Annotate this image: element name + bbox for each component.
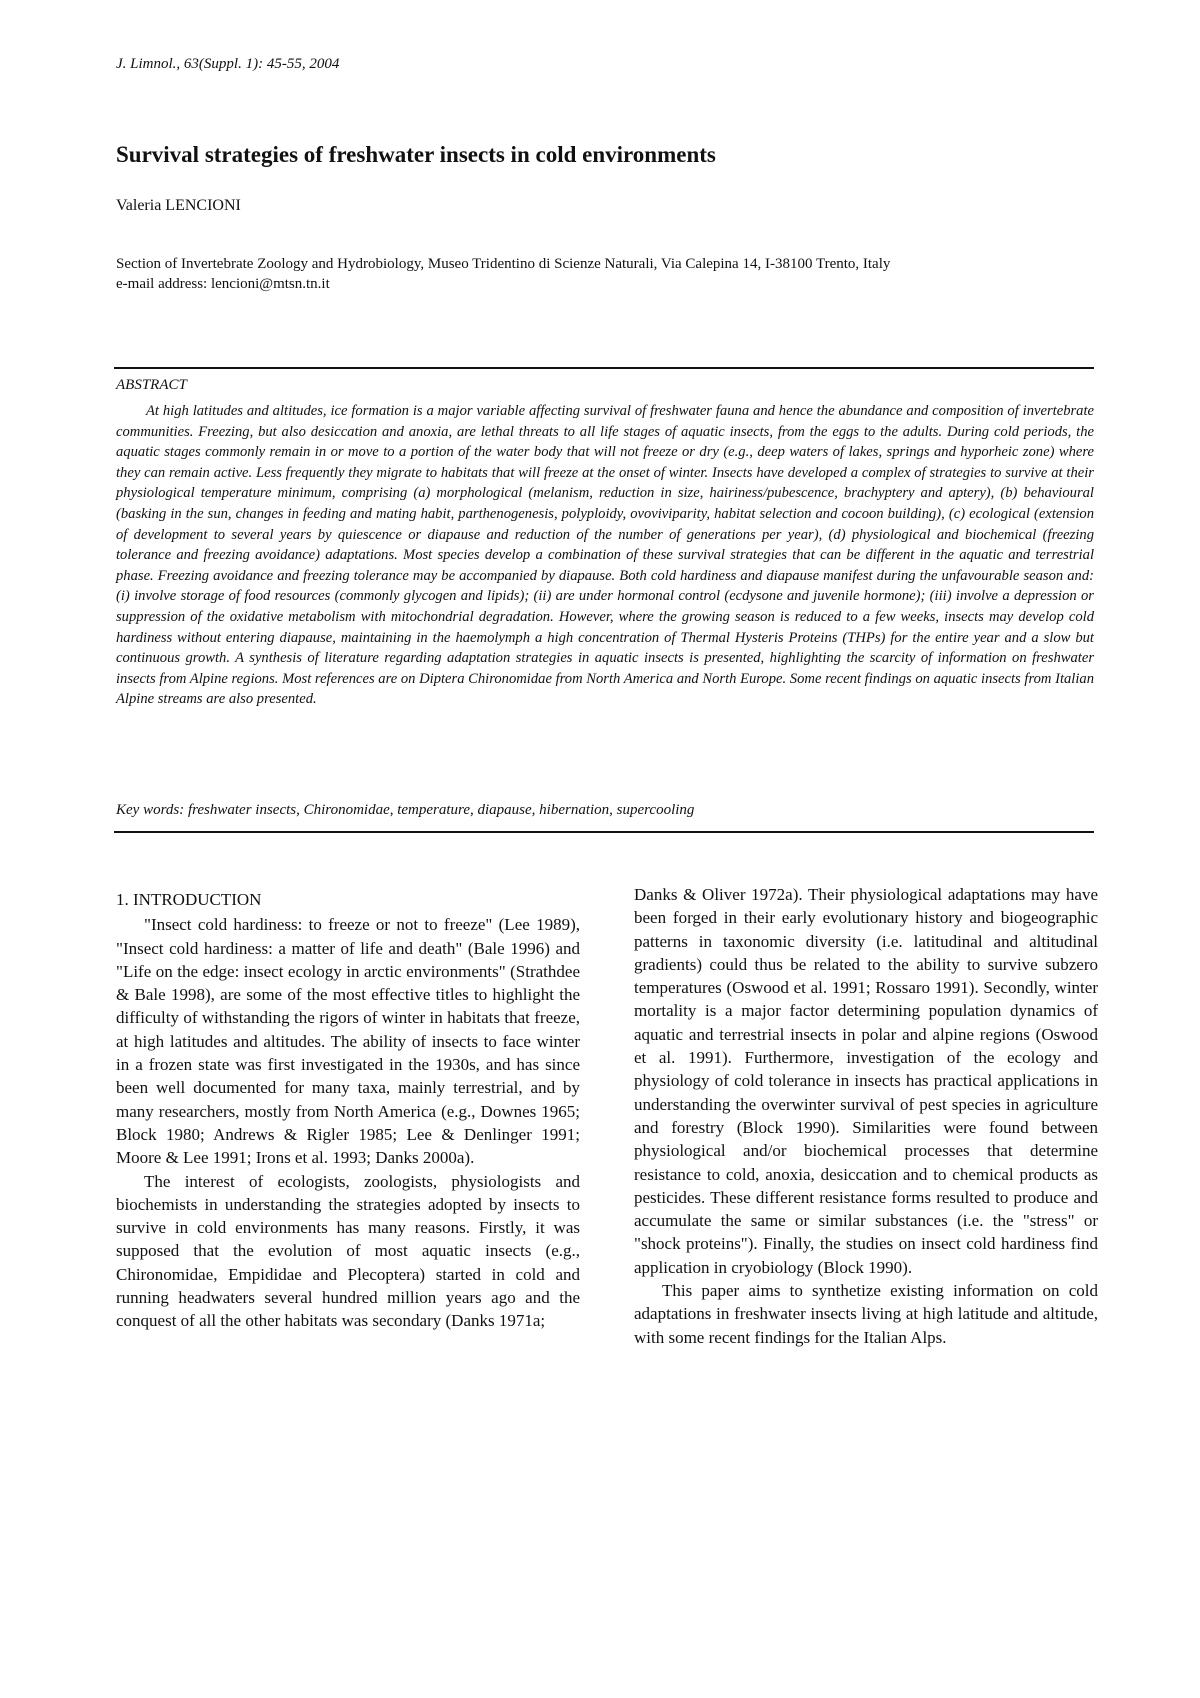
left-column — [116, 888, 580, 1333]
keywords-line: Key words: freshwater insects, Chironomidae, temperature, diapause, hibernation, supercooling — [116, 802, 695, 818]
author-affiliation-block — [116, 254, 890, 294]
article-title: Survival strategies of freshwater insects in cold environments — [116, 142, 716, 167]
section-heading-introduction: 1. INTRODUCTION — [116, 890, 262, 909]
affiliation-line: Section of Invertebrate Zoology and Hydrobiology, Museo Tridentino di Scienze Naturali, Via Calepina 14, I-38100 Trento, Italy — [116, 256, 891, 272]
abstract-text: At high latitudes and altitudes, ice formation is a major variable affecting survival of freshwater fauna and hence the abundance and composition of invertebrate communities. Freezing, but also desiccation and anoxia, are lethal threats to all life stages of aquatic insects, from the eggs to the adults. During cold periods, the aquatic stages commonly remain in or move to a portion of the water body that will not freeze or dry (e.g., deep waters of lakes, springs and hyporheic zone) where they can remain active. Less frequently they migrate to habitats that will freeze at the onset of winter. Insects have developed a complex of strategies to survive at their physiological temperature minimum, comprising (a) morphological (melanism, reduction in size, hairiness/pubescence, brachyptery and aptery), (b) behavioural (basking in the sun, changes in feeding and mating habit, parthenogenesis, polyploidy, ovoviviparity, habitat selection and cocoon building), (c) ecological (extension of development to several years by quiescence or diapause and reduction of the number of generations per year), (d) physiological and biochemical (freezing tolerance and freezing avoidance) adaptations. Most species develop a combination of these survival strategies that can be different in the aquatic and terrestrial phase. Freezing avoidance and freezing tolerance may be accompanied by diapause. Both cold hardiness and diapause manifest during the unfavourable season and: (i) involve storage of food resources (commonly glycogen and lipids); (ii) are under hormonal control (ecdysone and juvenile hormone); (iii) involve a depression or suppression of the oxidative metabolism with mitochondrial degradation. However, where the growing season is reduced to a few weeks, insects may develop cold hardiness without entering diapause, maintaining in the haemolymph a high concentration of Thermal Hysteris Proteins (THPs) for the entire year and a slow but continuous growth. A synthesis of literature regarding adaptation strategies in aquatic insects is presented, highlighting the scarcity of information on freshwater insects from Alpine regions. Most references are on Diptera Chironomidae from North America and North Europe. Some recent findings on aquatic insects from Italian Alpine streams are also presented. — [116, 403, 1094, 708]
abstract-heading: ABSTRACT — [116, 377, 187, 393]
intro-paragraph-1: "Insect cold hardiness: to freeze or not to freeze" (Lee 1989), "Insect cold hardiness: a matter of life and death" (Bale 1996) and "Life on the edge: insect ecology in arctic environments" (Strathdee & Bale 1998), are some of the most effective titles to highlight the difficulty of withstanding the rigors of winter in habitats that freeze, at high latitudes and altitudes. The ability of insects to face winter in a frozen state was first investigated in the 1930s, and has since been well documented for many taxa, mainly terrestrial, and by many researchers, mostly from North America (e.g., Downes 1965; Block 1980; Andrews & Rigler 1985; Lee & Denlinger 1991; Moore & Lee 1991; Irons et al. 1993; Danks 2000a). — [116, 915, 580, 1168]
author-name: Valeria LENCIONI — [116, 197, 241, 214]
intro-paragraph-2-continued: Danks & Oliver 1972a). Their physiological adaptations may have been forged in their early evolutionary history and biogeographic patterns in taxonomic diversity (i.e. latitudinal and altitudinal gradients) could thus be related to the ability to survive subzero temperatures (Oswood et al. 1991; Rossaro 1991). Secondly, winter mortality is a major factor determining population dynamics of aquatic and terrestrial insects in polar and alpine regions (Oswood et al. 1991). Furthermore, investigation of the ecology and physiology of cold tolerance in insects has practical applications in understanding the overwinter survival of pest species in agriculture and forestry (Block 1990). Similarities were found between physiological and/or biochemical processes that determine resistance to cold, anoxia, desiccation and to chemical products as pesticides. These different resistance forms resulted to produce and accumulate the same or similar substances (i.e. the "stress" or "shock proteins"). Finally, the studies on insect cold hardiness find application in cryobiology (Block 1990). — [634, 885, 1098, 1277]
intro-paragraph-2: The interest of ecologists, zoologists, physiologists and biochemists in understanding the strategies adopted by insects to survive in cold environments has many reasons. Firstly, it was supposed that the evolution of most aquatic insects (e.g., Chironomidae, Empididae and Plecoptera) started in cold and running headwaters several hundred million years ago and the conquest of all the other habitats was secondary (Danks 1971a; — [116, 1171, 580, 1331]
email-line: e-mail address: lencioni@mtsn.tn.it — [116, 276, 330, 292]
right-column — [634, 883, 1098, 1349]
abstract-bottom-rule — [114, 831, 1094, 833]
intro-paragraph-3: This paper aims to synthetize existing information on cold adaptations in freshwater insects living at high latitude and altitude, with some recent findings for the Italian Alps. — [634, 1281, 1098, 1347]
journal-reference: J. Limnol., 63(Suppl. 1): 45-55, 2004 — [116, 56, 340, 72]
abstract-top-rule — [114, 367, 1094, 369]
